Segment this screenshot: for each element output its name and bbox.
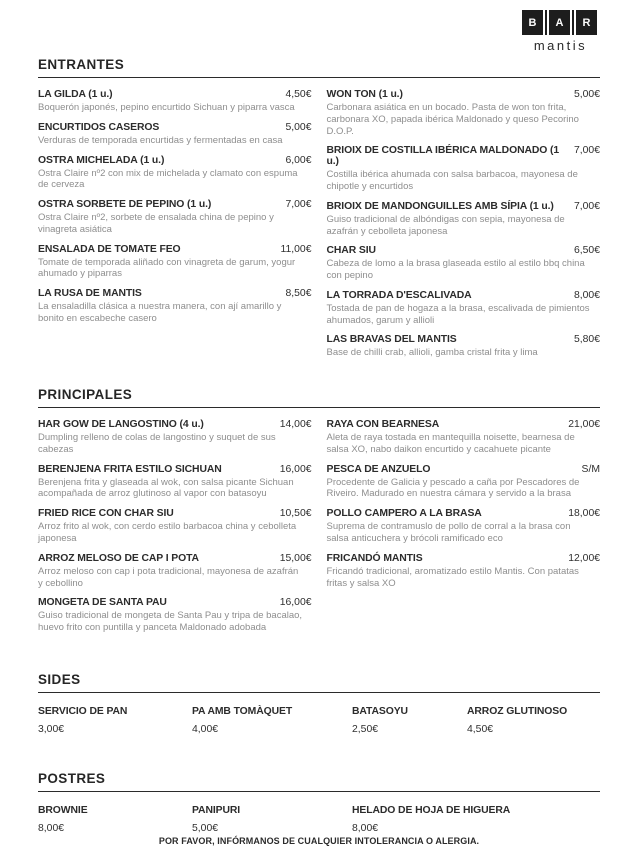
section-postres [38, 771, 600, 834]
item-name: HELADO DE HOJA DE HIGUERA [352, 804, 511, 816]
item-description: Suprema de contramuslo de pollo de corral a la brasa con salsa anticuchera y brócoli ramificado eco [326, 521, 571, 545]
logo-letter-b: B [522, 10, 543, 35]
item-name: FRICANDÓ MANTIS [326, 552, 423, 564]
item-price: 11,00€ [280, 243, 312, 255]
logo-divider-icon [572, 10, 574, 35]
menu-item [327, 553, 601, 590]
item-price: S/M [581, 463, 600, 475]
menu-item [38, 122, 312, 147]
item-price: 10,50€ [279, 508, 312, 520]
item-name: LA GILDA (1 u.) [38, 89, 113, 100]
item-description: Fricandó tradicional, aromatizado estilo Mantis. Con patatas fritas y salsa XO [326, 565, 579, 589]
item-price: 8,00€ [573, 289, 600, 301]
item-name: BATASOYU [352, 705, 408, 717]
menu-item [38, 89, 312, 114]
item-price: 18,00€ [568, 508, 600, 520]
item-name: PA AMB TOMÀQUET [192, 705, 293, 717]
item-price: 2,50€ [352, 723, 379, 735]
item-price: 7,00€ [573, 145, 600, 157]
item-description: Ostra Claire nº2, sorbete de ensalada china de pepino y vinagreta asiática [38, 212, 274, 235]
menu-item [327, 245, 601, 282]
item-description: Berenjena frita y glaseada al wok, con salsa picante Sichuan acompañada de arroz glutinoso al vapor con batasoyu [38, 476, 294, 500]
section-header [38, 672, 600, 693]
section-title: PRINCIPALES [38, 387, 133, 403]
section-header [38, 771, 600, 792]
item-name: LAS BRAVAS DEL MANTIS [326, 334, 457, 346]
item-description: Dumpling relleno de colas de langostino y suquet de sus cabezas [38, 432, 276, 455]
item-description: Boquerón japonés, pepino encurtido Sichuan y piparra vasca [38, 102, 295, 113]
bar-mantis-logo [522, 10, 597, 53]
logo-letter-r: R [576, 10, 597, 35]
item-description: Base de chilli crab, allioli, gamba cristal frita y lima [326, 347, 538, 359]
principales-right-column [327, 419, 601, 642]
item-description: Tostada de pan de hogaza a la brasa, escalivada de pimientos ahumados, garum y allioli [326, 302, 590, 326]
item-price: 5,00€ [285, 121, 312, 133]
item-description: Cabeza de lomo a la brasa glaseada estilo al estilo bbq china con pepino [326, 258, 585, 282]
item-name: FRIED RICE CON CHAR SIU [38, 508, 174, 520]
item-name: PANIPURI [192, 804, 241, 816]
item-name: PESCA DE ANZUELO [326, 463, 431, 475]
item-name: BERENJENA FRITA ESTILO SICHUAN [38, 463, 222, 475]
menu-item [38, 508, 312, 545]
item-price: 4,50€ [467, 723, 494, 735]
principales-left-column [38, 419, 312, 642]
item-name: POLLO CAMPERO A LA BRASA [326, 508, 482, 520]
item-price: 5,00€ [192, 822, 219, 834]
menu-item [352, 704, 467, 735]
item-price: 16,00€ [279, 463, 312, 475]
item-description: Aleta de raya tostada en mantequilla noisette, bearnesa de salsa XO, nabo daikon encurtido y cacahuete picante [326, 432, 575, 455]
item-name: SERVICIO DE PAN [38, 705, 128, 717]
logo-subtitle: mantis [533, 38, 588, 53]
menu-item [327, 334, 601, 359]
item-name: LA TORRADA D'ESCALIVADA [326, 289, 472, 301]
item-description: La ensaladilla clásica a nuestra manera, con ají amarillo y bonito en escabeche casero [38, 301, 282, 324]
item-description: Costilla ibérica ahumada con salsa barbacoa, mayonesa de chipotle y encurtidos [326, 169, 578, 193]
item-name: MONGETA DE SANTA PAU [38, 597, 167, 609]
item-description: Arroz frito al wok, con cerdo estilo barbacoa china y cebolleta japonesa [38, 521, 297, 545]
entrantes-right-column [327, 89, 601, 367]
section-principales [38, 387, 600, 642]
item-description: Guiso tradicional de albóndigas con sepia, mayonesa de azafrán y cebolleta japonesa [326, 213, 565, 237]
menu-item [38, 155, 312, 192]
section-title: POSTRES [38, 770, 106, 786]
item-price: 7,00€ [285, 199, 312, 211]
menu-item [38, 803, 192, 834]
item-name: HAR GOW DE LANGOSTINO (4 u.) [38, 419, 204, 431]
item-description: Verduras de temporada encurtidas y fermentadas en casa [38, 134, 283, 146]
menu-item [327, 290, 601, 327]
menu-item [38, 288, 312, 325]
section-entrantes [38, 57, 600, 367]
menu-item [327, 464, 601, 501]
logo-letter-blocks [522, 10, 597, 35]
section-header [38, 387, 600, 408]
item-name: BRIOIX DE COSTILLA IBÉRICA MALDONADO (1 u.) [326, 145, 560, 168]
item-name: BROWNIE [38, 804, 88, 816]
item-description: Carbonara asiática en un bocado. Pasta de won ton frita, carbonara XO, papada ibérica Maldonado y queso Pecorino D.O.P. [326, 102, 579, 137]
menu-item [467, 704, 600, 735]
item-price: 6,00€ [285, 154, 312, 166]
section-title: SIDES [38, 671, 81, 687]
item-price: 8,00€ [352, 822, 379, 834]
item-name: RAYA CON BEARNESA [326, 419, 440, 431]
item-name: ENSALADA DE TOMATE FEO [38, 243, 181, 255]
menu-item [38, 199, 312, 236]
item-name: BRIOIX DE MANDONGUILLES AMB SÍPIA (1 u.) [326, 200, 554, 212]
menu-item [327, 201, 601, 238]
menu-item [38, 464, 312, 501]
allergy-notice: POR FAVOR, INFÓRMANOS DE CUALQUIER INTOLERANCIA O ALERGIA. [158, 836, 480, 846]
menu-item [352, 803, 600, 834]
menu-item [38, 419, 312, 456]
item-name: ARROZ MELOSO DE CAP I POTA [38, 552, 199, 564]
item-price: 7,00€ [573, 200, 600, 212]
item-name: ARROZ GLUTINOSO [467, 705, 568, 717]
item-name: ENCURTIDOS CASEROS [38, 121, 160, 133]
menu-item [38, 597, 312, 634]
menu-item [38, 553, 312, 590]
item-price: 8,50€ [285, 288, 312, 300]
item-description: Procedente de Galicia y pescado a caña por Pescadores de Riveiro. Madurado en nuestra cámara y servido a la brasa [326, 476, 580, 500]
logo-letter-a: A [549, 10, 570, 35]
item-price: 21,00€ [568, 419, 600, 431]
item-description: Guiso tradicional de mongeta de Santa Pau y tripa de bacalao, huevo frito con puntilla y panceta Maldonado adobada [38, 610, 303, 634]
menu-item [38, 244, 312, 281]
menu-item [327, 419, 601, 456]
item-price: 3,00€ [38, 723, 65, 735]
entrantes-left-column [38, 89, 312, 367]
item-description: Ostra Claire nº2 con mix de michelada y clamato con espuma de cerveza [38, 167, 298, 191]
item-price: 12,00€ [568, 552, 600, 564]
item-price: 4,50€ [285, 89, 312, 100]
item-name: OSTRA MICHELADA (1 u.) [38, 154, 165, 166]
menu-item [192, 803, 352, 834]
item-price: 16,00€ [279, 597, 312, 609]
item-price: 6,50€ [573, 245, 600, 257]
section-sides [38, 672, 600, 735]
item-name: OSTRA SORBETE DE PEPINO (1 u.) [38, 199, 212, 211]
item-name: WON TON (1 u.) [326, 89, 403, 100]
section-title: ENTRANTES [38, 57, 125, 72]
item-price: 15,00€ [279, 552, 312, 564]
menu-item [38, 704, 192, 735]
logo-divider-icon [545, 10, 547, 35]
item-description: Arroz meloso con cap i pota tradicional, mayonesa de azafrán y cebollino [38, 565, 299, 589]
item-price: 8,00€ [38, 822, 65, 834]
item-price: 5,80€ [573, 334, 600, 346]
menu-item [327, 508, 601, 545]
item-price: 5,00€ [573, 89, 600, 100]
section-header [38, 57, 600, 78]
menu-item [327, 89, 601, 137]
item-name: CHAR SIU [326, 245, 376, 257]
menu-item [327, 145, 601, 193]
item-price: 14,00€ [279, 419, 312, 431]
item-name: LA RUSA DE MANTIS [38, 288, 142, 300]
item-price: 4,00€ [192, 723, 219, 735]
menu-item [192, 704, 352, 735]
item-description: Tomate de temporada aliñado con vinagreta de garum, yogur ahumado y piparras [38, 256, 296, 280]
